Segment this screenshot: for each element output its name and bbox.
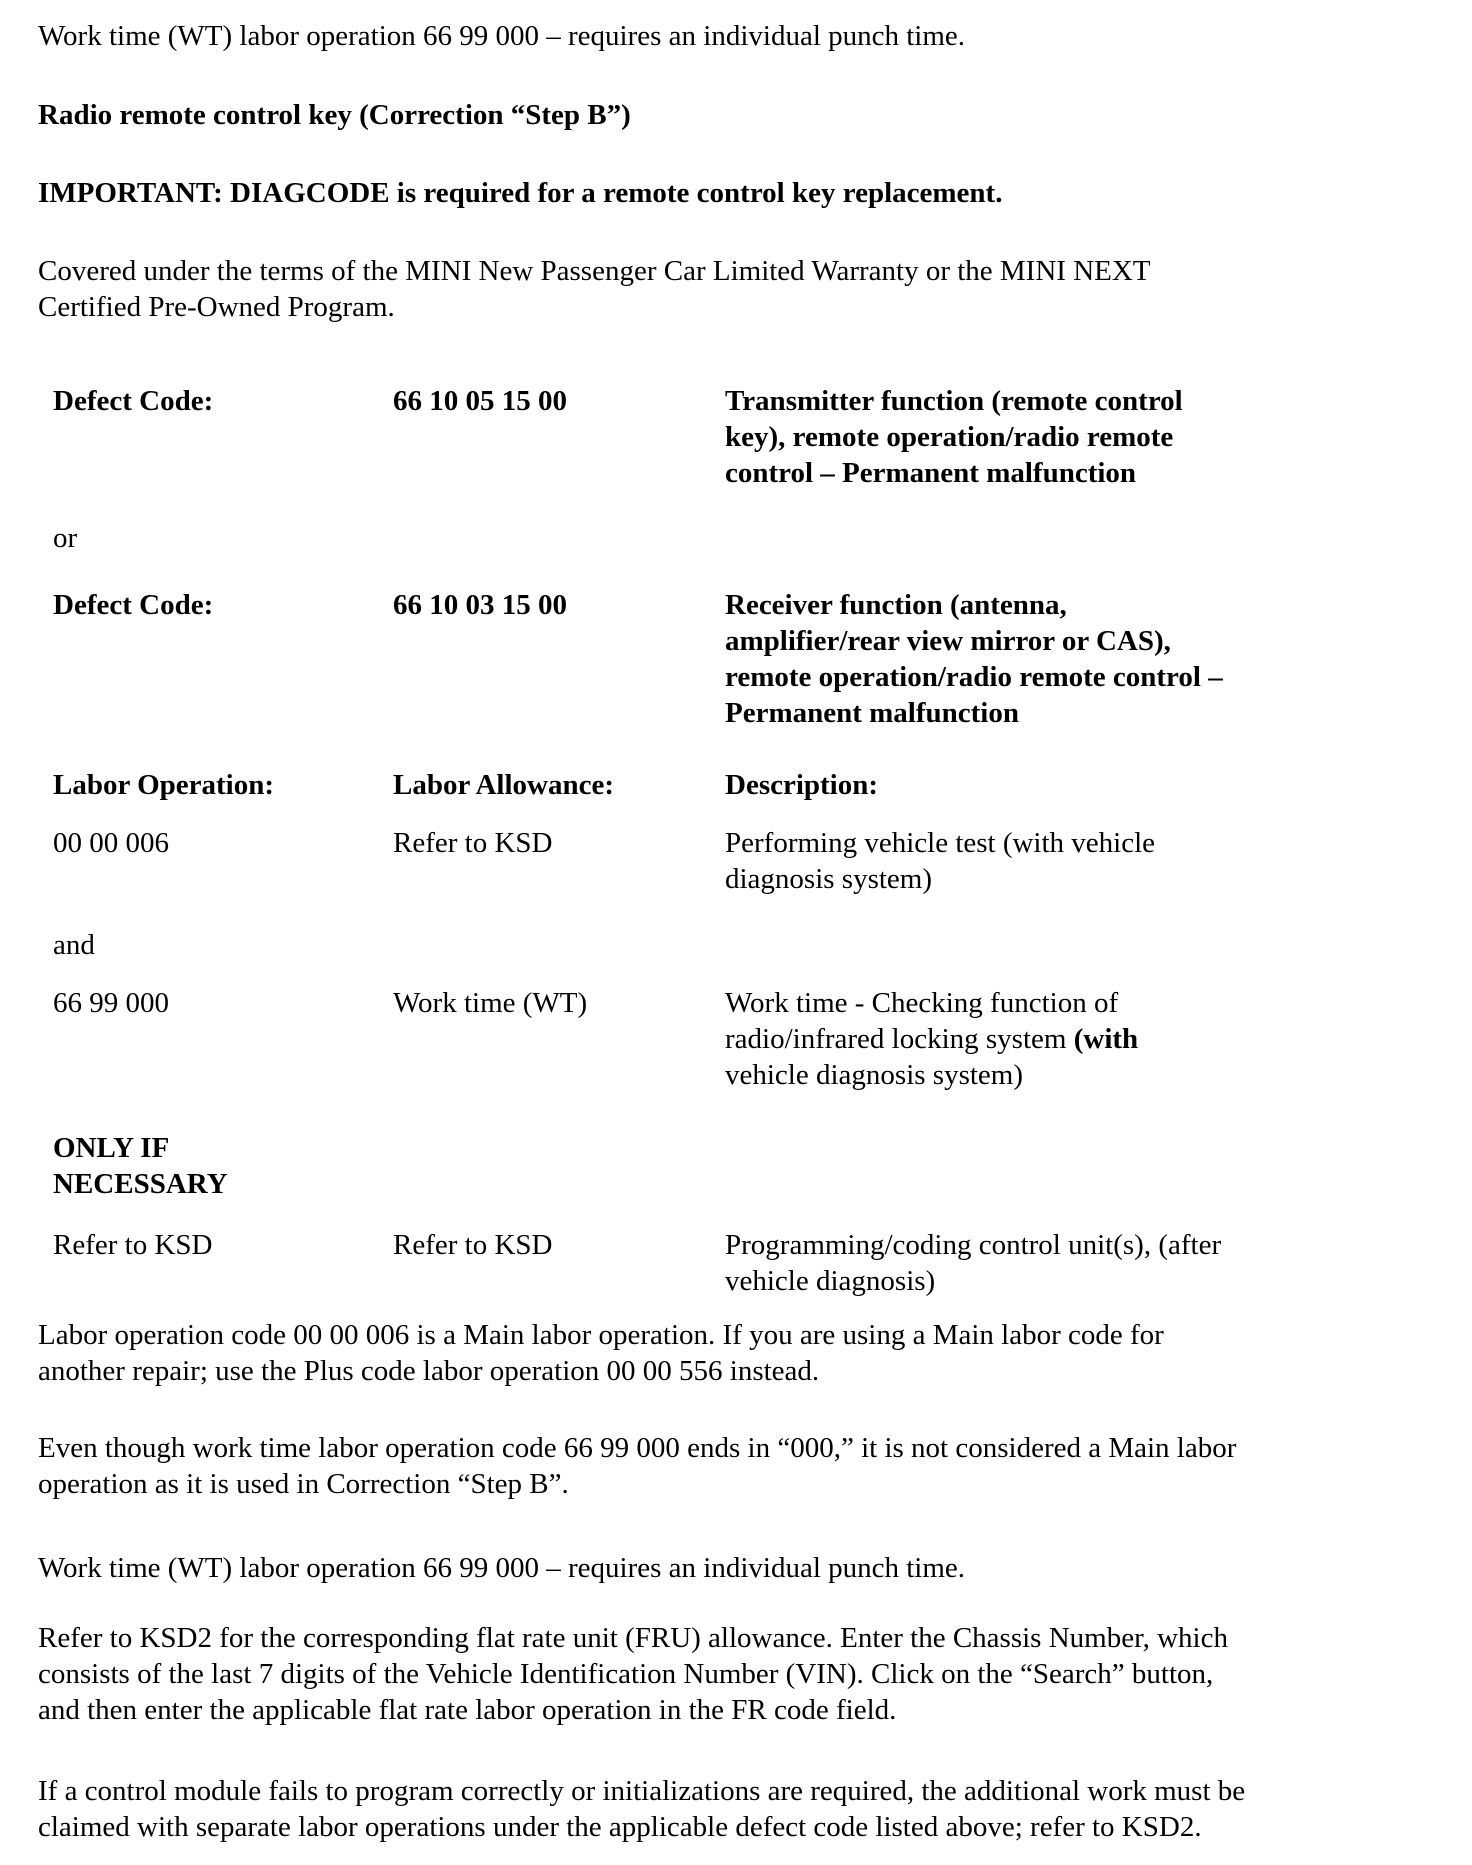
coverage-line: Certified Pre-Owned Program. bbox=[38, 291, 395, 323]
labor-allowance-value: Refer to KSD bbox=[393, 827, 553, 859]
note-line: consists of the last 7 digits of the Vehicle Identification Number (VIN). Click on the “Search” button, bbox=[38, 1658, 1214, 1690]
only-if-necessary-label bbox=[53, 1130, 1452, 1202]
defect-description-line: amplifier/rear view mirror or CAS), bbox=[725, 625, 1171, 657]
defect-description-line: control – Permanent malfunction bbox=[725, 457, 1137, 489]
defect-description-line: remote operation/radio remote control – bbox=[725, 661, 1223, 693]
note-work-time-code bbox=[38, 1430, 1452, 1502]
coverage-line: Covered under the terms of the MINI New Passenger Car Limited Warranty or the MINI NEXT bbox=[38, 255, 1151, 287]
labor-row-work-time bbox=[53, 985, 1452, 1093]
note-main-labor-operation bbox=[38, 1317, 1452, 1389]
defect-description bbox=[725, 383, 1452, 491]
note-line: Even though work time labor operation code 66 99 000 ends in “000,” it is not considered a Main labor bbox=[38, 1432, 1237, 1464]
defect-code-value: 66 10 05 15 00 bbox=[393, 385, 567, 417]
note-line: and then enter the applicable flat rate labor operation in the FR code field. bbox=[38, 1694, 897, 1726]
only-if-necessary-line: NECESSARY bbox=[53, 1168, 228, 1200]
note-line: operation as it is used in Correction “Step B”. bbox=[38, 1468, 569, 1500]
description-header: Description: bbox=[725, 769, 879, 801]
labor-description bbox=[725, 825, 1452, 897]
coverage-paragraph bbox=[38, 253, 1452, 325]
defect-code-value: 66 10 03 15 00 bbox=[393, 589, 567, 621]
note-line: Labor operation code 00 00 006 is a Main labor operation. If you are using a Main labor code for bbox=[38, 1319, 1164, 1351]
labor-description-line: Work time - Checking function of bbox=[725, 987, 1119, 1019]
note-ksd2-fru bbox=[38, 1620, 1452, 1728]
labor-operation-code: Refer to KSD bbox=[53, 1229, 213, 1261]
labor-allowance-value: Work time (WT) bbox=[393, 987, 588, 1019]
defect-description-line: Permanent malfunction bbox=[725, 697, 1019, 729]
labor-description bbox=[725, 985, 1452, 1093]
only-if-necessary-line: ONLY IF bbox=[53, 1132, 170, 1164]
labor-description bbox=[725, 1227, 1452, 1299]
labor-description-text: radio/infrared locking system bbox=[725, 1023, 1074, 1055]
labor-allowance-value: Refer to KSD bbox=[393, 1229, 553, 1261]
important-diagcode-heading: IMPORTANT: DIAGCODE is required for a remote control key replacement. bbox=[38, 177, 1003, 209]
defect-description-line: Receiver function (antenna, bbox=[725, 589, 1067, 621]
labor-operation-code: 66 99 000 bbox=[53, 987, 169, 1019]
labor-description-line: diagnosis system) bbox=[725, 863, 933, 895]
labor-operation-header: Labor Operation: bbox=[53, 769, 274, 801]
note-line: claimed with separate labor operations under the applicable defect code listed above; refer to KSD2. bbox=[38, 1811, 1202, 1843]
labor-description-line: vehicle diagnosis system) bbox=[725, 1059, 1024, 1091]
labor-operation-code: 00 00 006 bbox=[53, 827, 169, 859]
defect-code-label: Defect Code: bbox=[53, 589, 214, 621]
defect-code-row-receiver bbox=[53, 587, 1452, 731]
labor-description-line bbox=[725, 1021, 1452, 1057]
labor-table-header-row bbox=[53, 767, 1452, 803]
labor-description-line: vehicle diagnosis) bbox=[725, 1265, 936, 1297]
labor-row-programming bbox=[53, 1227, 1452, 1299]
radio-remote-key-heading: Radio remote control key (Correction “Step B”) bbox=[38, 99, 631, 131]
defect-code-label: Defect Code: bbox=[53, 385, 214, 417]
labor-row-vehicle-test bbox=[53, 825, 1452, 897]
and-separator: and bbox=[53, 929, 95, 961]
defect-code-row-transmitter bbox=[53, 383, 1452, 491]
defect-description-line: Transmitter function (remote control bbox=[725, 385, 1183, 417]
defect-description-line: key), remote operation/radio remote bbox=[725, 421, 1174, 453]
note-control-module-programming bbox=[38, 1773, 1452, 1845]
note-line: another repair; use the Plus code labor operation 00 00 556 instead. bbox=[38, 1355, 820, 1387]
note-line: Refer to KSD2 for the corresponding flat rate unit (FRU) allowance. Enter the Chassis Number, which bbox=[38, 1622, 1228, 1654]
note-line: Work time (WT) labor operation 66 99 000 – requires an individual punch time. bbox=[38, 1552, 966, 1584]
defect-description bbox=[725, 587, 1452, 731]
labor-description-bold-text: (with bbox=[1073, 1023, 1139, 1055]
labor-description-line: Programming/coding control unit(s), (after bbox=[725, 1229, 1222, 1261]
labor-description-line: Performing vehicle test (with vehicle bbox=[725, 827, 1156, 859]
intro-paragraph: Work time (WT) labor operation 66 99 000 – requires an individual punch time. bbox=[38, 20, 966, 52]
labor-allowance-header: Labor Allowance: bbox=[393, 769, 614, 801]
note-line: If a control module fails to program correctly or initializations are required, the additional work must be bbox=[38, 1775, 1246, 1807]
note-punch-time bbox=[38, 1550, 1452, 1586]
or-separator: or bbox=[53, 522, 78, 554]
